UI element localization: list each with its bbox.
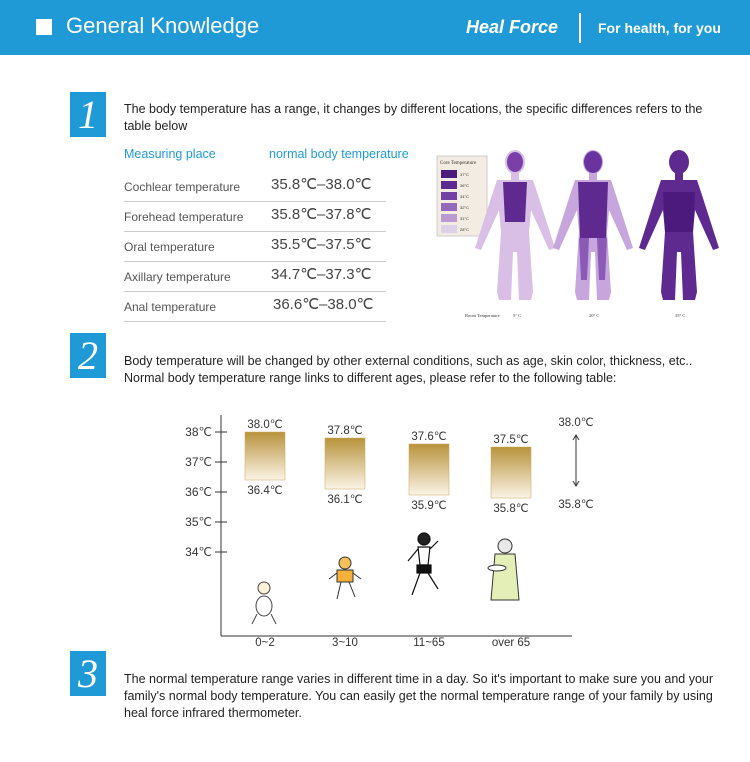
table-header-temp: normal body temperature [269,147,409,161]
legend-swatch [441,192,457,200]
section-number-2: 2 [70,333,106,378]
legend-label: 34°C [460,194,469,199]
section-1-text: The body temperature has a range, it changes by different locations, the specific differences refers to the table below [124,102,703,133]
range-bar [409,444,449,495]
legend-swatch [441,170,457,178]
section-number-1: 1 [70,92,106,137]
body-figure-warm [639,150,719,300]
legend-swatch [441,203,457,211]
overall-high-label: 38.0℃ [558,417,594,429]
legend-title: Core Temperature [440,161,477,166]
legend-label: 36°C [460,183,469,188]
page-title: General Knowledge [66,13,260,38]
elderly-figure [488,539,519,600]
range-bar [325,438,365,489]
y-tick-label: 38℃ [185,425,212,439]
table-cell-range: 34.7℃–37.3℃ [271,266,372,283]
table-cell-range: 35.5℃–37.5℃ [271,236,372,253]
overall-low-label: 35.8℃ [558,499,594,511]
child-figure [329,557,361,599]
square-icon [36,19,52,35]
y-tick-label: 35℃ [185,515,212,529]
y-tick-label: 37℃ [185,455,212,469]
table-cell-place: Anal temperature [124,300,217,314]
runner-figure [408,533,438,595]
legend-label: 37°C [460,172,469,177]
table-cell-range: 35.8℃–38.0℃ [271,176,372,193]
section-3-text: The normal temperature range varies in different time in a day. So it's important to make sure you and your family's normal body temperature. You can easily get the normal temperature range of your family by using heal force infrared thermometer. [124,672,714,720]
bar-low-label: 35.8℃ [493,503,529,515]
bar-low-label: 35.9℃ [411,500,447,512]
legend-swatch [441,181,457,189]
section-2-text: Body temperature will be changed by other external conditions, such as age, skin color, thickness, etc.. Normal body temperature range links to different ages, please refer to the following table: [124,354,693,385]
table-row [124,291,386,322]
table-header-place: Measuring place [124,147,216,161]
legend-label: 31°C [460,216,469,221]
baby-figure [252,582,276,624]
legend-swatch [441,214,457,222]
table-cell-range: 36.6℃–38.0℃ [273,296,374,313]
table-row [124,171,386,202]
body-temperature-figure [435,150,725,322]
header-divider [579,13,581,43]
legend-label: 28°C [460,227,469,232]
table-cell-range: 35.8℃–37.8℃ [271,206,372,223]
bar-low-label: 36.4℃ [247,485,283,497]
figure-caption: 5° C [513,313,522,318]
page-header [0,0,750,55]
range-bar [245,432,285,480]
x-category-label: 0~2 [255,637,275,649]
brand-name: Heal Force [466,17,559,37]
figure-caption: 20° C [589,313,600,318]
figure-caption: 35° C [675,313,686,318]
body-figure-mild [553,150,633,300]
x-category-label: 11~65 [413,637,445,649]
room-temperature-label: Room Temperature [465,313,500,318]
bar-high-label: 37.5℃ [493,434,529,446]
table-cell-place: Cochlear temperature [124,180,241,194]
legend-swatch [441,225,457,233]
table-cell-place: Forehead temperature [124,210,244,224]
section-number-3: 3 [70,651,106,696]
x-category-label: 3~10 [332,637,358,649]
legend-label: 32°C [460,205,469,210]
table-cell-place: Oral temperature [124,240,215,254]
bar-high-label: 37.8℃ [327,425,363,437]
table-row [124,201,386,232]
age-temperature-chart [170,410,610,650]
bar-high-label: 37.6℃ [411,431,447,443]
x-category-label: over 65 [491,637,531,649]
y-tick-label: 34℃ [185,545,212,559]
bar-high-label: 38.0℃ [247,419,283,431]
bar-low-label: 36.1℃ [327,494,363,506]
y-tick-label: 36℃ [185,485,212,499]
range-bar [491,447,531,498]
brand-tagline: For health, for you [598,20,721,36]
table-row [124,231,386,262]
table-cell-place: Axillary temperature [124,270,231,284]
table-row [124,261,386,292]
